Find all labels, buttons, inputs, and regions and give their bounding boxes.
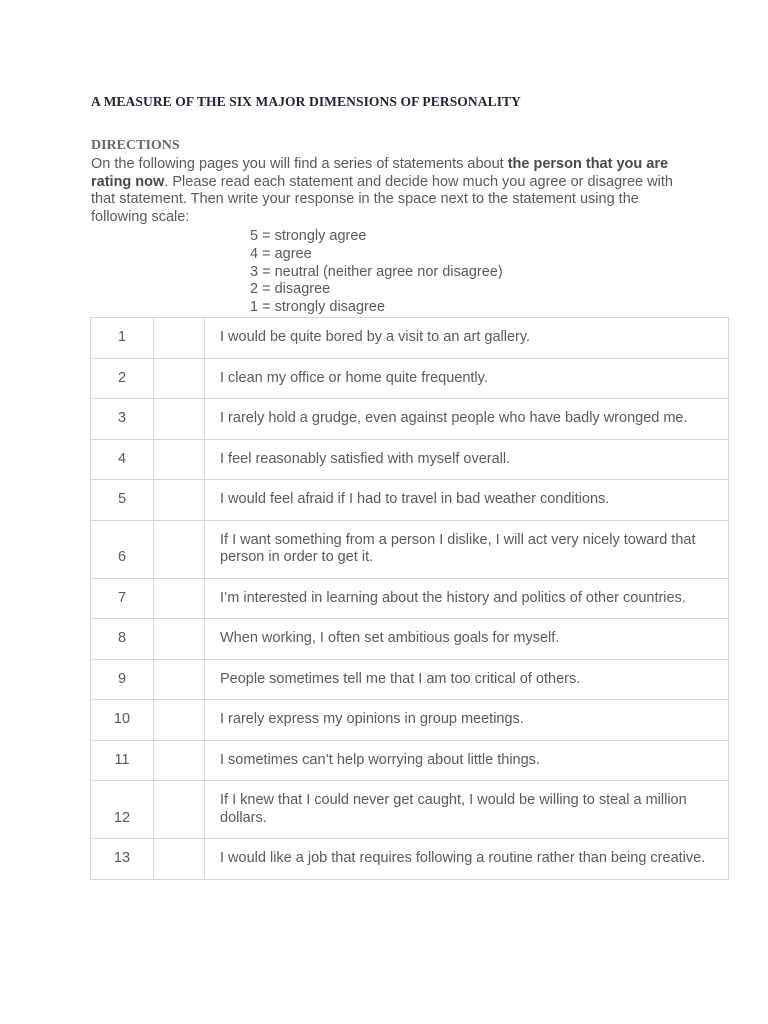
table-row [91,480,729,521]
response-cell[interactable] [154,619,205,660]
table-row [91,839,729,880]
document-title: A MEASURE OF THE SIX MAJOR DIMENSIONS OF PERSONALITY [91,94,522,109]
table-row [91,318,729,359]
item-statement: I rarely express my opinions in group meetings. [205,700,729,741]
item-number: 9 [91,659,154,700]
item-statement: I sometimes can’t help worrying about little things. [205,740,729,781]
response-cell[interactable] [154,480,205,521]
scale-item-1: 1 = strongly disagree [250,299,386,316]
item-statement: I would feel afraid if I had to travel in bad weather conditions. [205,480,729,521]
directions-paragraph [91,156,681,226]
table-row [91,659,729,700]
directions-text-start: On the following pages you will find a series of statements about [91,156,508,172]
response-cell[interactable] [154,318,205,359]
item-statement: I clean my office or home quite frequently. [205,358,729,399]
response-cell[interactable] [154,399,205,440]
scale-item-5: 5 = strongly agree [250,228,367,244]
item-number: 4 [91,439,154,480]
directions-text-end: . Please read each statement and decide how much you agree or disagree with that statement. Then write your response in the space next to the statement using the following scale: [91,173,673,225]
statements-table [90,317,729,880]
item-statement: I would be quite bored by a visit to an art gallery. [205,318,729,359]
scale-item-4: 4 = agree [250,245,312,262]
response-cell[interactable] [154,578,205,619]
item-statement: I rarely hold a grudge, even against people who have badly wronged me. [205,399,729,440]
scale-item-3: 3 = neutral (neither agree nor disagree) [250,263,503,280]
directions-text-emphasis: the person that you are rating now [91,156,669,190]
table-row [91,439,729,480]
item-number: 2 [91,358,154,399]
table-row [91,399,729,440]
response-cell[interactable] [154,659,205,700]
item-statement: I’m interested in learning about the history and politics of other countries. [205,578,729,619]
scale-item-2: 2 = disagree [250,281,331,298]
item-number: 8 [91,619,154,660]
item-number: 1 [91,318,154,359]
response-cell[interactable] [154,700,205,741]
response-cell[interactable] [154,520,205,578]
table-row [91,740,729,781]
item-number: 6 [91,520,154,578]
item-number: 3 [91,399,154,440]
item-statement: People sometimes tell me that I am too critical of others. [205,659,729,700]
table-row [91,520,729,578]
item-number: 7 [91,578,154,619]
item-number: 11 [91,740,154,781]
item-statement: I would like a job that requires following a routine rather than being creative. [205,839,729,880]
item-number: 12 [91,781,154,839]
table-row [91,578,729,619]
item-number: 5 [91,480,154,521]
table-row [91,781,729,839]
item-statement: When working, I often set ambitious goals for myself. [205,619,729,660]
response-cell[interactable] [154,439,205,480]
response-cell[interactable] [154,781,205,839]
table-row [91,358,729,399]
response-cell[interactable] [154,358,205,399]
rating-scale [250,228,503,317]
item-number: 13 [91,839,154,880]
response-cell[interactable] [154,839,205,880]
item-statement: I feel reasonably satisfied with myself overall. [205,439,729,480]
response-cell[interactable] [154,740,205,781]
item-number: 10 [91,700,154,741]
item-statement: If I want something from a person I dislike, I will act very nicely toward that person in order to get it. [205,520,729,578]
table-row [91,619,729,660]
table-row [91,700,729,741]
directions-heading: DIRECTIONS [91,138,180,153]
item-statement: If I knew that I could never get caught, I would be willing to steal a million dollars. [205,781,729,839]
